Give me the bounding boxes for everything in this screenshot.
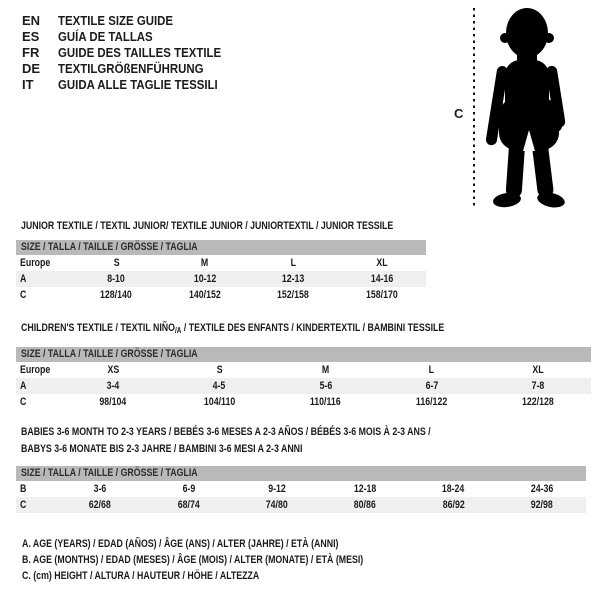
table-row-b: [16, 481, 586, 497]
language-line: [22, 61, 243, 77]
size-value-cell: 74/80: [265, 499, 288, 511]
table-row-europe: [16, 362, 591, 378]
row-label-cell: Europe: [20, 364, 51, 376]
legend-line-a: A. AGE (YEARS) / EDAD (AÑOS) / ÂGE (ANS) / ALTER (JAHRE) / ETÀ (ANNI): [22, 538, 339, 550]
size-value-cell: 4-5: [212, 380, 226, 392]
size-value-cell: 128/140: [100, 289, 133, 301]
size-value-cell: 5-6: [319, 380, 332, 392]
size-value-cell: M: [201, 257, 209, 269]
table-row-a: [16, 378, 591, 394]
size-value-cell: XL: [376, 257, 388, 269]
size-value-cell: 8-10: [107, 273, 126, 285]
legend-line-b: B. AGE (MONTHS) / EDAD (MESES) / ÂGE (MOIS) / ALTER (MONATE) / ETÀ (MESI): [22, 554, 364, 566]
measurement-legend: [22, 536, 449, 584]
table-row-c: [16, 394, 591, 410]
size-value-cell: 6-9: [182, 483, 195, 495]
size-value-cell: 10-12: [193, 273, 216, 285]
baby-silhouette-icon: [477, 2, 581, 210]
size-value-cell: 86/92: [442, 499, 465, 511]
children-title-pre: CHILDREN'S TEXTILE / TEXTIL NIÑO: [21, 322, 175, 334]
size-value-cell: M: [321, 364, 330, 376]
size-value-cell: 14-16: [370, 273, 393, 285]
size-value-cell: S: [216, 364, 223, 376]
size-value-cell: 12-18: [353, 483, 377, 495]
size-value-cell: 158/170: [365, 289, 398, 301]
language-code: ES: [22, 29, 40, 44]
size-value-cell: 3-4: [106, 380, 120, 392]
size-value-cell: L: [290, 257, 296, 269]
language-title: TEXTILE SIZE GUIDE: [58, 13, 174, 28]
size-value-cell: 122/128: [521, 396, 554, 408]
size-value-cell: L: [429, 364, 435, 376]
size-value-cell: 110/116: [310, 396, 341, 408]
legend-line-c: C. (cm) HEIGHT / ALTURA / HAUTEUR / HÖHE / ALTEZZA: [22, 570, 260, 582]
table-row-europe: [16, 255, 426, 271]
language-title: GUIDA ALLE TAGLIE TESSILI: [58, 77, 218, 92]
size-value-cell: 116/122: [416, 396, 448, 408]
language-line: [22, 13, 243, 29]
language-code: DE: [22, 61, 41, 76]
junior-table-title: JUNIOR TEXTILE / TEXTIL JUNIOR/ TEXTILE JUNIOR / JUNIORTEXTIL / JUNIOR TESSILE: [21, 220, 394, 232]
size-value-cell: 18-24: [442, 483, 465, 495]
row-label-cell: C: [20, 396, 27, 408]
size-header-bar: SIZE / TALLA / TAILLE / GRÖSSE / TAGLIA: [16, 466, 586, 481]
size-value-cell: 92/98: [530, 499, 553, 511]
table-row-c: [16, 287, 426, 303]
size-value-cell: 9-12: [268, 483, 286, 495]
size-header-bar: SIZE / TALLA / TAILLE / GRÖSSE / TAGLIA: [16, 240, 426, 255]
table-row-a: [16, 271, 426, 287]
size-value-cell: 3-6: [93, 483, 107, 495]
size-value-cell: 80/86: [354, 499, 377, 511]
height-measure-label: C: [454, 106, 464, 121]
table-row-c: [16, 497, 586, 513]
size-value-cell: 6-7: [425, 380, 439, 392]
language-line: [22, 45, 243, 61]
row-label-cell: C: [20, 499, 27, 511]
row-label-cell: A: [20, 273, 27, 285]
row-label-cell: B: [20, 483, 27, 495]
size-value-cell: 152/158: [277, 289, 310, 301]
junior-size-table: [16, 240, 426, 303]
size-header-bar: SIZE / TALLA / TAILLE / GRÖSSE / TAGLIA: [16, 347, 591, 362]
children-size-table: [16, 347, 591, 410]
size-value-cell: 104/110: [203, 396, 235, 408]
babies-table-title: BABIES 3-6 MONTH TO 2-3 YEARS / BEBÉS 3-6 MESES A 2-3 AÑOS / BÉBÉS 3-6 MOIS À 2-3 ANS / BABYS 3-6 MONATE BIS 2-3 JAHRE / BAMBINI 3-6 MESI A 2-3 ANNI: [21, 426, 431, 455]
language-code: IT: [22, 77, 34, 92]
size-value-cell: 62/68: [89, 499, 112, 511]
children-table-title: [21, 322, 550, 335]
babies-size-table: [16, 466, 586, 513]
size-value-cell: 68/74: [177, 499, 200, 511]
language-title: TEXTILGRÖßENFÜHRUNG: [58, 61, 204, 76]
language-code: FR: [22, 45, 40, 60]
language-line: [22, 29, 243, 45]
language-code: EN: [22, 13, 41, 28]
size-value-cell: 7-8: [531, 380, 545, 392]
size-value-cell: 98/104: [99, 396, 127, 408]
language-title: GUIDE DES TAILLES TEXTILE: [58, 45, 222, 60]
row-label-cell: Europe: [20, 257, 51, 269]
size-value-cell: 24-36: [530, 483, 554, 495]
size-value-cell: 12-13: [281, 273, 305, 285]
children-title-sub: /A: [174, 326, 182, 335]
size-value-cell: XS: [107, 364, 119, 376]
language-title-list: [22, 13, 243, 93]
height-measure-dashed-line: [473, 8, 475, 206]
row-label-cell: C: [20, 289, 27, 301]
row-label-cell: A: [20, 380, 27, 392]
size-value-cell: S: [113, 257, 120, 269]
language-line: [22, 77, 243, 93]
children-title-post: / TEXTILE DES ENFANTS / KINDERTEXTIL / BAMBINI TESSILE: [181, 322, 445, 334]
size-value-cell: XL: [532, 364, 544, 376]
language-title: GUÍA DE TALLAS: [58, 29, 153, 44]
size-value-cell: 140/152: [188, 289, 221, 301]
